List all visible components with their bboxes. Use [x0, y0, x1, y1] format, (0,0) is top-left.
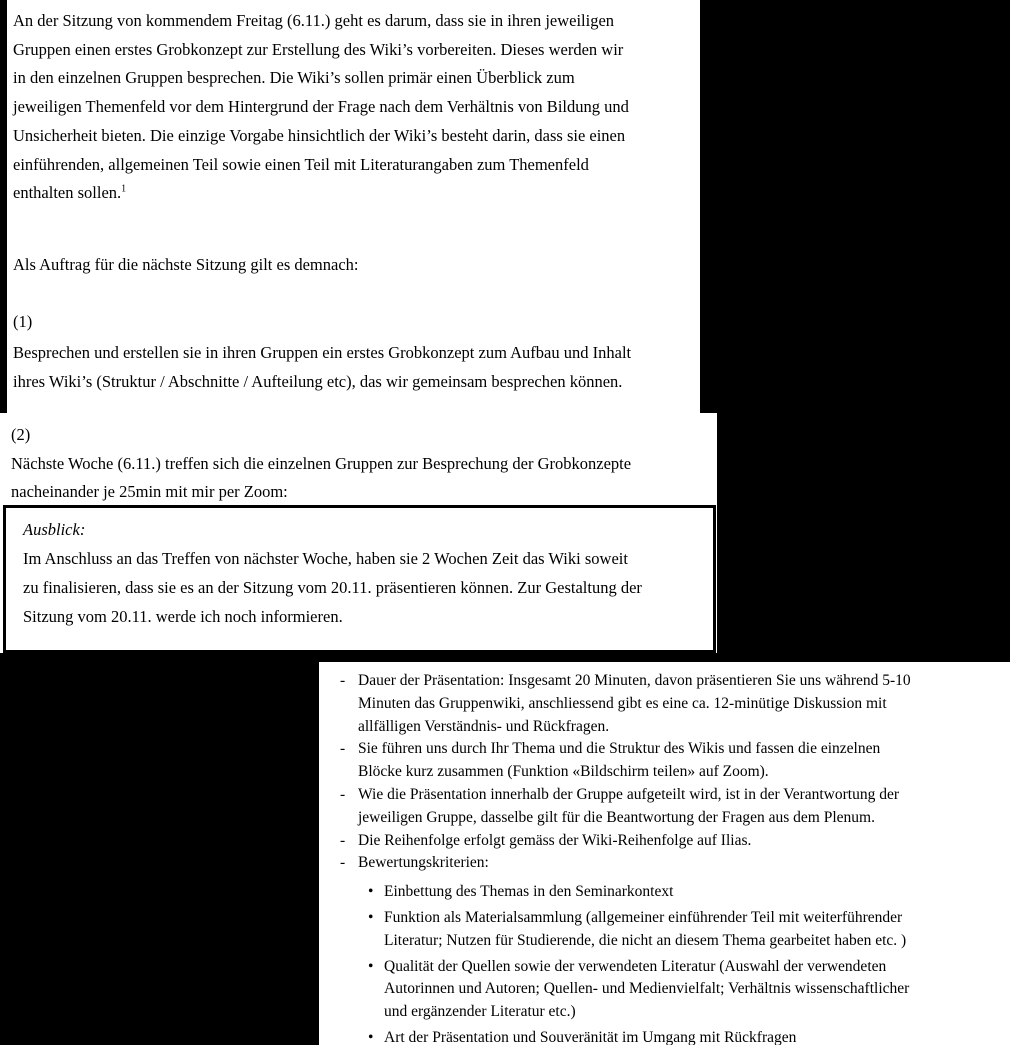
bullet-line	[340, 693, 998, 716]
bullet-line	[340, 738, 998, 761]
bullet-line-text: Funktion als Materialsammlung (allgemeiner einführender Teil mit weiterführender	[384, 908, 903, 926]
paragraph-line-text: enthalten sollen.	[13, 183, 122, 203]
bullet-line-text: allfälligen Verständnis- und Rückfragen.	[358, 717, 610, 735]
bullet-line-text: Art der Präsentation und Souveränität im Umgang mit Rückfragen	[384, 1028, 797, 1045]
sub-bullet-line	[368, 978, 998, 1001]
paragraph-line: in den einzelnen Gruppen besprechen. Die Wiki’s sollen primär einen Überblick zum	[13, 68, 575, 88]
bullet-line	[340, 807, 998, 830]
bullet-marker: •	[368, 957, 374, 975]
sub-bullet-line	[368, 956, 998, 979]
presentation-notes-page	[319, 662, 1010, 1045]
bullet-line-text: und ergänzender Literatur etc.)	[384, 1003, 576, 1021]
task2-line: nacheinander je 25min mit mir per Zoom:	[11, 482, 288, 502]
bullet-marker: •	[368, 883, 374, 901]
bullet-line-text: Literatur; Nutzen für Studierende, die nicht an diesem Thema gearbeitet haben etc. )	[384, 931, 907, 949]
bullet-marker: -	[340, 785, 346, 803]
paragraph-line: jeweiligen Themenfeld vor dem Hintergrund der Frage nach dem Verhältnis von Bildung und	[13, 97, 629, 117]
task2-line: Nächste Woche (6.11.) treffen sich die einzelnen Gruppen zur Besprechung der Grobkonzepte	[11, 453, 632, 473]
bullet-line	[340, 716, 998, 739]
paragraph-line: einführenden, allgemeinen Teil sowie einen Teil mit Literaturangaben zum Themenfeld	[13, 154, 589, 174]
bullet-line-text: Qualität der Quellen sowie der verwendeten Literatur (Auswahl der verwendeten	[384, 957, 887, 975]
paragraph-line: Gruppen einen erstes Grobkonzept zur Erstellung des Wiki’s vorbereiten. Dieses werden wir	[13, 39, 624, 59]
bullet-line-text: Minuten das Gruppenwiki, anschliessend gibt es eine ca. 12-minütige Diskussion mit	[358, 694, 887, 712]
bullet-marker: •	[368, 1028, 374, 1045]
bullet-marker: -	[340, 831, 346, 849]
bullet-line-text: Blöcke kurz zusammen (Funktion «Bildschirm teilen» auf Zoom).	[358, 763, 769, 781]
bullet-line	[340, 784, 998, 807]
intro-page	[7, 0, 700, 413]
bullet-line-text: Autorinnen und Autoren; Quellen- und Medienvielfalt; Verhältnis wissenschaftlicher	[384, 980, 910, 998]
bullet-line-text: Dauer der Präsentation: Insgesamt 20 Minuten, davon präsentieren Sie uns während 5-10	[358, 672, 911, 689]
bullet-marker: -	[340, 854, 346, 872]
bullet-line-text: Die Reihenfolge erfolgt gemäss der Wiki-Reihenfolge auf Ilias.	[358, 831, 752, 849]
footnote-marker: 1	[121, 183, 127, 195]
paragraph-line: Unsicherheit bieten. Die einzige Vorgabe hinsichtlich der Wiki’s besteht darin, dass sie einen	[13, 125, 626, 145]
bullet-line	[340, 830, 998, 853]
paragraph-line: An der Sitzung von kommendem Freitag (6.11.) geht es darum, dass sie in ihren jeweiligen	[13, 11, 615, 30]
task1-line: ihres Wiki’s (Struktur / Abschnitte / Aufteilung etc), das wir gemeinsam besprechen können.	[13, 372, 623, 392]
sub-bullet-line	[368, 930, 998, 953]
sub-bullet-line	[368, 1001, 998, 1024]
bullet-line-text: Bewertungskriterien:	[358, 854, 489, 872]
sub-bullet-line	[368, 1027, 998, 1045]
task1-line: Besprechen und erstellen sie in ihren Gruppen ein erstes Grobkonzept zum Aufbau und Inhalt	[13, 343, 632, 363]
task1-label: (1)	[13, 311, 33, 331]
paragraph-line	[13, 179, 694, 208]
sub-bullet-line	[368, 907, 998, 930]
bullet-line-text: Wie die Präsentation innerhalb der Gruppe aufgeteilt wird, ist in der Verantwortung der	[358, 785, 899, 803]
bullet-line	[340, 761, 998, 784]
ausblick-line: Im Anschluss an das Treffen von nächster Woche, haben sie 2 Wochen Zeit das Wiki soweit	[23, 549, 628, 568]
ausblick-heading: Ausblick:	[23, 520, 86, 539]
assignment-intro-line: Als Auftrag für die nächste Sitzung gilt es demnach:	[13, 254, 359, 274]
bullet-line-text: Einbettung des Themas in den Seminarkontext	[384, 883, 674, 901]
ausblick-line: zu finalisieren, dass sie es an der Sitzung vom 20.11. präsentieren können. Zur Gestaltung der	[23, 578, 642, 597]
bullet-line-text: jeweiligen Gruppe, dasselbe gilt für die Beantwortung der Fragen aus dem Plenum.	[358, 808, 875, 826]
bullet-marker: •	[368, 908, 374, 926]
ausblick-line: Sitzung vom 20.11. werde ich noch informieren.	[23, 607, 343, 626]
ausblick-note	[3, 505, 716, 653]
sub-bullet-line	[368, 881, 998, 904]
bullet-marker: -	[340, 672, 346, 689]
bullet-line-text: Sie führen uns durch Ihr Thema und die Struktur des Wikis und fassen die einzelnen	[358, 740, 881, 758]
task2-label: (2)	[11, 425, 31, 444]
bullet-line	[340, 670, 998, 693]
bullet-marker: -	[340, 740, 346, 758]
bullet-line	[340, 852, 998, 875]
